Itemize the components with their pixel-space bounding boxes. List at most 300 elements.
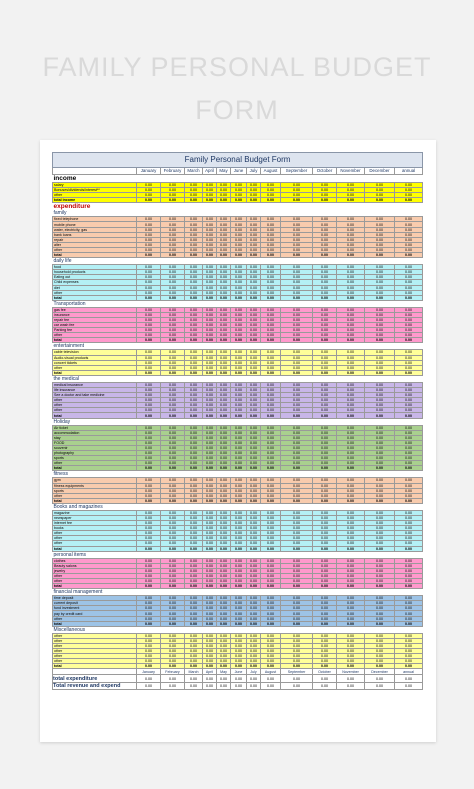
value-cell[interactable]: 0.00	[261, 558, 281, 563]
value-cell[interactable]: 0.00	[313, 521, 337, 526]
value-cell[interactable]: 0.00	[365, 350, 395, 355]
value-cell[interactable]: 0.00	[203, 365, 217, 370]
value-cell[interactable]: 0.00	[313, 649, 337, 654]
value-cell[interactable]: 0.00	[231, 649, 247, 654]
value-cell[interactable]: 0.00	[203, 601, 217, 606]
value-cell[interactable]: 0.00	[185, 606, 203, 611]
value-cell[interactable]: 0.00	[247, 601, 261, 606]
value-cell[interactable]: 0.00	[395, 355, 423, 360]
value-cell[interactable]: 0.00	[231, 531, 247, 536]
value-cell[interactable]: 0.00	[203, 568, 217, 573]
value-cell[interactable]: 0.00	[247, 217, 261, 222]
value-cell[interactable]: 0.00	[261, 596, 281, 601]
value-cell[interactable]: 0.00	[261, 360, 281, 365]
value-cell[interactable]: 0.00	[395, 621, 423, 626]
value-cell[interactable]: 0.00	[217, 370, 231, 375]
value-cell[interactable]: 0.00	[185, 643, 203, 648]
value-cell[interactable]: 0.00	[161, 649, 185, 654]
value-cell[interactable]: 0.00	[203, 360, 217, 365]
value-cell[interactable]: 0.00	[203, 638, 217, 643]
value-cell[interactable]: 0.00	[203, 430, 217, 435]
value-cell[interactable]: 0.00	[261, 466, 281, 471]
value-cell[interactable]: 0.00	[365, 365, 395, 370]
value-cell[interactable]: 0.00	[365, 253, 395, 258]
value-cell[interactable]: 0.00	[231, 188, 247, 193]
value-cell[interactable]: 0.00	[185, 232, 203, 237]
value-cell[interactable]: 0.00	[281, 536, 313, 541]
value-cell[interactable]: 0.00	[313, 633, 337, 638]
value-cell[interactable]: 0.00	[203, 606, 217, 611]
value-cell[interactable]: 0.00	[137, 573, 161, 578]
value-cell[interactable]: 0.00	[281, 393, 313, 398]
value-cell[interactable]: 0.00	[261, 649, 281, 654]
value-cell[interactable]: 0.00	[337, 188, 365, 193]
value-cell[interactable]: 0.00	[217, 461, 231, 466]
value-cell[interactable]: 0.00	[231, 546, 247, 551]
value-cell[interactable]: 0.00	[161, 198, 185, 203]
value-cell[interactable]: 0.00	[231, 682, 247, 690]
value-cell[interactable]: 0.00	[395, 285, 423, 290]
value-cell[interactable]: 0.00	[203, 280, 217, 285]
value-cell[interactable]: 0.00	[217, 393, 231, 398]
value-cell[interactable]: 0.00	[161, 546, 185, 551]
value-cell[interactable]: 0.00	[337, 360, 365, 365]
value-cell[interactable]: 0.00	[261, 510, 281, 515]
value-cell[interactable]: 0.00	[261, 616, 281, 621]
value-cell[interactable]: 0.00	[231, 265, 247, 270]
value-cell[interactable]: 0.00	[395, 198, 423, 203]
value-cell[interactable]: 0.00	[217, 682, 231, 690]
value-cell[interactable]: 0.00	[231, 498, 247, 503]
value-cell[interactable]: 0.00	[203, 398, 217, 403]
value-cell[interactable]: 0.00	[217, 413, 231, 418]
value-cell[interactable]: 0.00	[231, 350, 247, 355]
value-cell[interactable]: 0.00	[313, 370, 337, 375]
value-cell[interactable]: 0.00	[281, 568, 313, 573]
value-cell[interactable]: 0.00	[261, 682, 281, 690]
value-cell[interactable]: 0.00	[261, 227, 281, 232]
value-cell[interactable]: 0.00	[281, 526, 313, 531]
value-cell[interactable]: 0.00	[395, 403, 423, 408]
value-cell[interactable]: 0.00	[365, 573, 395, 578]
value-cell[interactable]: 0.00	[231, 222, 247, 227]
value-cell[interactable]: 0.00	[261, 237, 281, 242]
value-cell[interactable]: 0.00	[313, 193, 337, 198]
value-cell[interactable]: 0.00	[247, 541, 261, 546]
value-cell[interactable]: 0.00	[185, 573, 203, 578]
value-cell[interactable]: 0.00	[337, 493, 365, 498]
value-cell[interactable]: 0.00	[247, 611, 261, 616]
value-cell[interactable]: 0.00	[395, 408, 423, 413]
value-cell[interactable]: 0.00	[281, 232, 313, 237]
value-cell[interactable]: 0.00	[365, 317, 395, 322]
value-cell[interactable]: 0.00	[247, 285, 261, 290]
value-cell[interactable]: 0.00	[365, 355, 395, 360]
value-cell[interactable]: 0.00	[231, 333, 247, 338]
value-cell[interactable]: 0.00	[337, 408, 365, 413]
value-cell[interactable]: 0.00	[137, 435, 161, 440]
value-cell[interactable]: 0.00	[281, 682, 313, 690]
value-cell[interactable]: 0.00	[337, 312, 365, 317]
value-cell[interactable]: 0.00	[313, 498, 337, 503]
value-cell[interactable]: 0.00	[217, 536, 231, 541]
value-cell[interactable]: 0.00	[337, 498, 365, 503]
value-cell[interactable]: 0.00	[337, 531, 365, 536]
value-cell[interactable]: 0.00	[313, 388, 337, 393]
value-cell[interactable]: 0.00	[137, 360, 161, 365]
value-cell[interactable]: 0.00	[281, 483, 313, 488]
value-cell[interactable]: 0.00	[247, 675, 261, 683]
value-cell[interactable]: 0.00	[231, 461, 247, 466]
value-cell[interactable]: 0.00	[337, 338, 365, 343]
value-cell[interactable]: 0.00	[203, 188, 217, 193]
value-cell[interactable]: 0.00	[313, 430, 337, 435]
value-cell[interactable]: 0.00	[247, 183, 261, 188]
value-cell[interactable]: 0.00	[185, 398, 203, 403]
value-cell[interactable]: 0.00	[231, 237, 247, 242]
value-cell[interactable]: 0.00	[365, 307, 395, 312]
value-cell[interactable]: 0.00	[231, 425, 247, 430]
value-cell[interactable]: 0.00	[337, 675, 365, 683]
value-cell[interactable]: 0.00	[217, 498, 231, 503]
value-cell[interactable]: 0.00	[281, 440, 313, 445]
value-cell[interactable]: 0.00	[231, 483, 247, 488]
value-cell[interactable]: 0.00	[365, 382, 395, 387]
value-cell[interactable]: 0.00	[247, 521, 261, 526]
value-cell[interactable]: 0.00	[313, 621, 337, 626]
value-cell[interactable]: 0.00	[247, 466, 261, 471]
value-cell[interactable]: 0.00	[261, 280, 281, 285]
value-cell[interactable]: 0.00	[281, 398, 313, 403]
value-cell[interactable]: 0.00	[261, 193, 281, 198]
value-cell[interactable]: 0.00	[337, 265, 365, 270]
value-cell[interactable]: 0.00	[247, 338, 261, 343]
value-cell[interactable]: 0.00	[217, 649, 231, 654]
value-cell[interactable]: 0.00	[217, 295, 231, 300]
value-cell[interactable]: 0.00	[231, 360, 247, 365]
value-cell[interactable]: 0.00	[313, 654, 337, 659]
value-cell[interactable]: 0.00	[161, 285, 185, 290]
value-cell[interactable]: 0.00	[395, 365, 423, 370]
value-cell[interactable]: 0.00	[247, 461, 261, 466]
value-cell[interactable]: 0.00	[185, 515, 203, 520]
value-cell[interactable]: 0.00	[313, 408, 337, 413]
value-cell[interactable]: 0.00	[281, 312, 313, 317]
value-cell[interactable]: 0.00	[217, 659, 231, 664]
value-cell[interactable]: 0.00	[261, 393, 281, 398]
value-cell[interactable]: 0.00	[365, 285, 395, 290]
value-cell[interactable]: 0.00	[247, 483, 261, 488]
value-cell[interactable]: 0.00	[395, 563, 423, 568]
value-cell[interactable]: 0.00	[337, 237, 365, 242]
value-cell[interactable]: 0.00	[395, 478, 423, 483]
value-cell[interactable]: 0.00	[337, 198, 365, 203]
value-cell[interactable]: 0.00	[281, 596, 313, 601]
value-cell[interactable]: 0.00	[137, 493, 161, 498]
value-cell[interactable]: 0.00	[247, 198, 261, 203]
value-cell[interactable]: 0.00	[365, 440, 395, 445]
value-cell[interactable]: 0.00	[247, 360, 261, 365]
value-cell[interactable]: 0.00	[137, 611, 161, 616]
value-cell[interactable]: 0.00	[231, 643, 247, 648]
value-cell[interactable]: 0.00	[337, 596, 365, 601]
value-cell[interactable]: 0.00	[247, 265, 261, 270]
value-cell[interactable]: 0.00	[395, 466, 423, 471]
value-cell[interactable]: 0.00	[261, 290, 281, 295]
value-cell[interactable]: 0.00	[203, 317, 217, 322]
value-cell[interactable]: 0.00	[203, 466, 217, 471]
value-cell[interactable]: 0.00	[217, 253, 231, 258]
value-cell[interactable]: 0.00	[203, 193, 217, 198]
value-cell[interactable]: 0.00	[137, 515, 161, 520]
value-cell[interactable]: 0.00	[217, 242, 231, 247]
value-cell[interactable]: 0.00	[185, 563, 203, 568]
value-cell[interactable]: 0.00	[395, 515, 423, 520]
value-cell[interactable]: 0.00	[365, 403, 395, 408]
value-cell[interactable]: 0.00	[281, 237, 313, 242]
value-cell[interactable]: 0.00	[137, 307, 161, 312]
value-cell[interactable]: 0.00	[185, 596, 203, 601]
value-cell[interactable]: 0.00	[281, 280, 313, 285]
value-cell[interactable]: 0.00	[217, 217, 231, 222]
value-cell[interactable]: 0.00	[231, 365, 247, 370]
value-cell[interactable]: 0.00	[137, 601, 161, 606]
value-cell[interactable]: 0.00	[313, 445, 337, 450]
value-cell[interactable]: 0.00	[337, 659, 365, 664]
value-cell[interactable]: 0.00	[281, 558, 313, 563]
value-cell[interactable]: 0.00	[231, 456, 247, 461]
value-cell[interactable]: 0.00	[313, 280, 337, 285]
value-cell[interactable]: 0.00	[337, 275, 365, 280]
value-cell[interactable]: 0.00	[281, 616, 313, 621]
value-cell[interactable]: 0.00	[247, 579, 261, 584]
value-cell[interactable]: 0.00	[185, 312, 203, 317]
value-cell[interactable]: 0.00	[161, 270, 185, 275]
value-cell[interactable]: 0.00	[313, 403, 337, 408]
value-cell[interactable]: 0.00	[247, 616, 261, 621]
value-cell[interactable]: 0.00	[261, 398, 281, 403]
value-cell[interactable]: 0.00	[161, 466, 185, 471]
value-cell[interactable]: 0.00	[203, 222, 217, 227]
value-cell[interactable]: 0.00	[231, 515, 247, 520]
value-cell[interactable]: 0.00	[185, 488, 203, 493]
value-cell[interactable]: 0.00	[137, 382, 161, 387]
value-cell[interactable]: 0.00	[313, 601, 337, 606]
value-cell[interactable]: 0.00	[203, 328, 217, 333]
value-cell[interactable]: 0.00	[185, 290, 203, 295]
value-cell[interactable]: 0.00	[365, 643, 395, 648]
value-cell[interactable]: 0.00	[395, 222, 423, 227]
value-cell[interactable]: 0.00	[281, 659, 313, 664]
value-cell[interactable]: 0.00	[281, 461, 313, 466]
value-cell[interactable]: 0.00	[261, 188, 281, 193]
value-cell[interactable]: 0.00	[217, 285, 231, 290]
value-cell[interactable]: 0.00	[203, 563, 217, 568]
value-cell[interactable]: 0.00	[203, 461, 217, 466]
value-cell[interactable]: 0.00	[365, 664, 395, 669]
value-cell[interactable]: 0.00	[161, 355, 185, 360]
value-cell[interactable]: 0.00	[185, 493, 203, 498]
value-cell[interactable]: 0.00	[313, 536, 337, 541]
value-cell[interactable]: 0.00	[247, 649, 261, 654]
value-cell[interactable]: 0.00	[203, 183, 217, 188]
value-cell[interactable]: 0.00	[231, 526, 247, 531]
value-cell[interactable]: 0.00	[395, 445, 423, 450]
value-cell[interactable]: 0.00	[395, 242, 423, 247]
value-cell[interactable]: 0.00	[137, 649, 161, 654]
value-cell[interactable]: 0.00	[203, 425, 217, 430]
value-cell[interactable]: 0.00	[313, 584, 337, 589]
value-cell[interactable]: 0.00	[313, 338, 337, 343]
value-cell[interactable]: 0.00	[395, 510, 423, 515]
value-cell[interactable]: 0.00	[337, 633, 365, 638]
value-cell[interactable]: 0.00	[185, 445, 203, 450]
value-cell[interactable]: 0.00	[395, 232, 423, 237]
value-cell[interactable]: 0.00	[281, 466, 313, 471]
value-cell[interactable]: 0.00	[231, 601, 247, 606]
value-cell[interactable]: 0.00	[313, 333, 337, 338]
value-cell[interactable]: 0.00	[231, 558, 247, 563]
value-cell[interactable]: 0.00	[337, 193, 365, 198]
value-cell[interactable]: 0.00	[365, 312, 395, 317]
value-cell[interactable]: 0.00	[185, 425, 203, 430]
value-cell[interactable]: 0.00	[365, 456, 395, 461]
value-cell[interactable]: 0.00	[161, 217, 185, 222]
value-cell[interactable]: 0.00	[231, 478, 247, 483]
value-cell[interactable]: 0.00	[395, 596, 423, 601]
value-cell[interactable]: 0.00	[261, 606, 281, 611]
value-cell[interactable]: 0.00	[247, 546, 261, 551]
value-cell[interactable]: 0.00	[281, 546, 313, 551]
value-cell[interactable]: 0.00	[313, 425, 337, 430]
value-cell[interactable]: 0.00	[261, 563, 281, 568]
value-cell[interactable]: 0.00	[217, 312, 231, 317]
value-cell[interactable]: 0.00	[203, 488, 217, 493]
value-cell[interactable]: 0.00	[313, 456, 337, 461]
value-cell[interactable]: 0.00	[365, 488, 395, 493]
value-cell[interactable]: 0.00	[313, 290, 337, 295]
value-cell[interactable]: 0.00	[395, 333, 423, 338]
value-cell[interactable]: 0.00	[247, 253, 261, 258]
value-cell[interactable]: 0.00	[161, 584, 185, 589]
value-cell[interactable]: 0.00	[231, 451, 247, 456]
value-cell[interactable]: 0.00	[137, 466, 161, 471]
value-cell[interactable]: 0.00	[203, 307, 217, 312]
value-cell[interactable]: 0.00	[217, 601, 231, 606]
value-cell[interactable]: 0.00	[247, 584, 261, 589]
value-cell[interactable]: 0.00	[137, 232, 161, 237]
value-cell[interactable]: 0.00	[203, 232, 217, 237]
value-cell[interactable]: 0.00	[161, 237, 185, 242]
value-cell[interactable]: 0.00	[313, 568, 337, 573]
value-cell[interactable]: 0.00	[203, 536, 217, 541]
value-cell[interactable]: 0.00	[395, 558, 423, 563]
value-cell[interactable]: 0.00	[203, 247, 217, 252]
value-cell[interactable]: 0.00	[261, 515, 281, 520]
value-cell[interactable]: 0.00	[203, 295, 217, 300]
value-cell[interactable]: 0.00	[313, 611, 337, 616]
value-cell[interactable]: 0.00	[203, 413, 217, 418]
value-cell[interactable]: 0.00	[281, 198, 313, 203]
value-cell[interactable]: 0.00	[337, 568, 365, 573]
value-cell[interactable]: 0.00	[137, 456, 161, 461]
value-cell[interactable]: 0.00	[313, 558, 337, 563]
value-cell[interactable]: 0.00	[281, 649, 313, 654]
value-cell[interactable]: 0.00	[313, 440, 337, 445]
value-cell[interactable]: 0.00	[185, 579, 203, 584]
value-cell[interactable]: 0.00	[365, 483, 395, 488]
value-cell[interactable]: 0.00	[337, 290, 365, 295]
value-cell[interactable]: 0.00	[161, 461, 185, 466]
value-cell[interactable]: 0.00	[217, 425, 231, 430]
value-cell[interactable]: 0.00	[261, 451, 281, 456]
value-cell[interactable]: 0.00	[261, 413, 281, 418]
value-cell[interactable]: 0.00	[231, 440, 247, 445]
value-cell[interactable]: 0.00	[395, 601, 423, 606]
value-cell[interactable]: 0.00	[137, 365, 161, 370]
value-cell[interactable]: 0.00	[217, 584, 231, 589]
value-cell[interactable]: 0.00	[137, 242, 161, 247]
value-cell[interactable]: 0.00	[261, 621, 281, 626]
value-cell[interactable]: 0.00	[161, 498, 185, 503]
value-cell[interactable]: 0.00	[217, 403, 231, 408]
value-cell[interactable]: 0.00	[313, 488, 337, 493]
value-cell[interactable]: 0.00	[185, 649, 203, 654]
value-cell[interactable]: 0.00	[261, 232, 281, 237]
value-cell[interactable]: 0.00	[313, 579, 337, 584]
value-cell[interactable]: 0.00	[261, 295, 281, 300]
value-cell[interactable]: 0.00	[137, 430, 161, 435]
value-cell[interactable]: 0.00	[247, 621, 261, 626]
value-cell[interactable]: 0.00	[281, 478, 313, 483]
value-cell[interactable]: 0.00	[161, 425, 185, 430]
value-cell[interactable]: 0.00	[313, 355, 337, 360]
value-cell[interactable]: 0.00	[231, 275, 247, 280]
value-cell[interactable]: 0.00	[313, 510, 337, 515]
value-cell[interactable]: 0.00	[203, 237, 217, 242]
value-cell[interactable]: 0.00	[337, 242, 365, 247]
value-cell[interactable]: 0.00	[137, 338, 161, 343]
value-cell[interactable]: 0.00	[217, 616, 231, 621]
value-cell[interactable]: 0.00	[395, 338, 423, 343]
value-cell[interactable]: 0.00	[185, 317, 203, 322]
value-cell[interactable]: 0.00	[365, 222, 395, 227]
value-cell[interactable]: 0.00	[395, 270, 423, 275]
value-cell[interactable]: 0.00	[137, 445, 161, 450]
value-cell[interactable]: 0.00	[337, 643, 365, 648]
value-cell[interactable]: 0.00	[365, 526, 395, 531]
value-cell[interactable]: 0.00	[247, 573, 261, 578]
value-cell[interactable]: 0.00	[395, 493, 423, 498]
value-cell[interactable]: 0.00	[203, 611, 217, 616]
value-cell[interactable]: 0.00	[395, 398, 423, 403]
value-cell[interactable]: 0.00	[185, 478, 203, 483]
value-cell[interactable]: 0.00	[161, 611, 185, 616]
value-cell[interactable]: 0.00	[217, 323, 231, 328]
value-cell[interactable]: 0.00	[217, 515, 231, 520]
value-cell[interactable]: 0.00	[137, 541, 161, 546]
value-cell[interactable]: 0.00	[161, 456, 185, 461]
value-cell[interactable]: 0.00	[161, 682, 185, 690]
value-cell[interactable]: 0.00	[217, 451, 231, 456]
value-cell[interactable]: 0.00	[337, 270, 365, 275]
value-cell[interactable]: 0.00	[217, 382, 231, 387]
value-cell[interactable]: 0.00	[261, 370, 281, 375]
value-cell[interactable]: 0.00	[161, 408, 185, 413]
value-cell[interactable]: 0.00	[161, 275, 185, 280]
value-cell[interactable]: 0.00	[137, 579, 161, 584]
value-cell[interactable]: 0.00	[261, 408, 281, 413]
